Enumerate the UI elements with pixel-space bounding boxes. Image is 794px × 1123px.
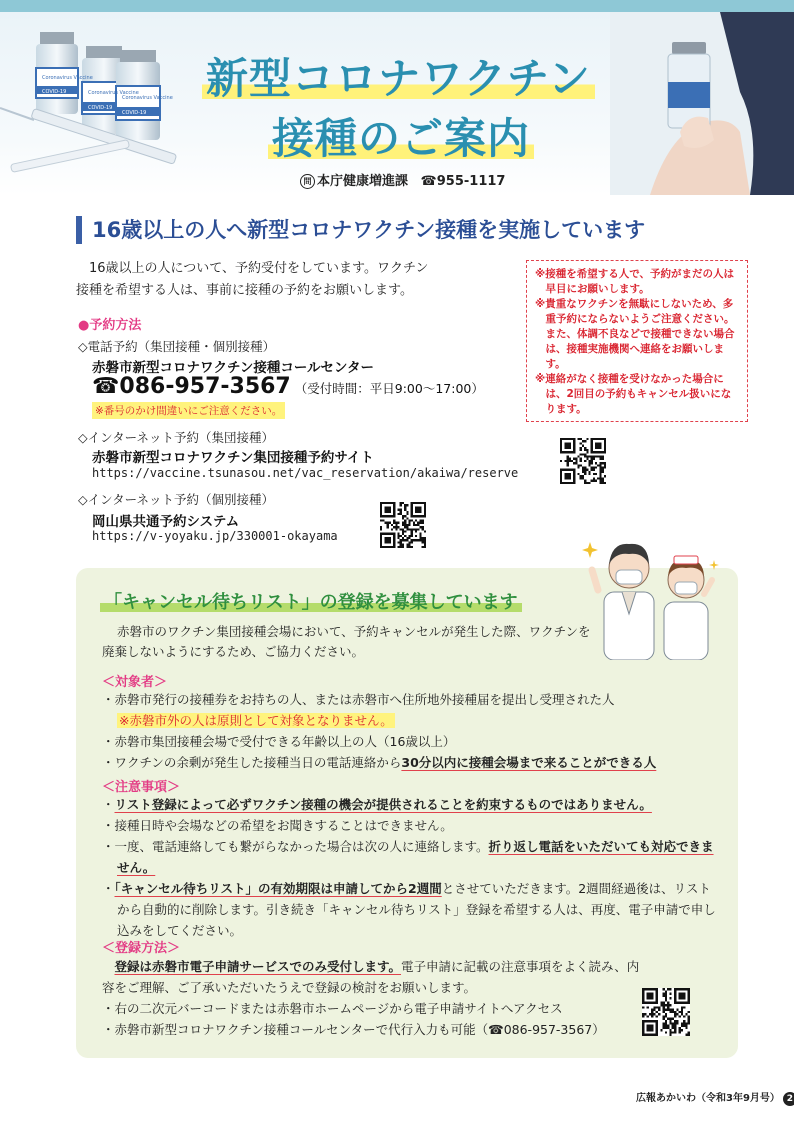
list-item-note: ※赤磐市外の人は原則として対象となりません。 bbox=[119, 713, 393, 728]
registration-text: 登録は赤磐市電子申請サービスでのみ受付します。電子申請に記載の注意事項をよく読み、内容をご理解、ご了承いただいたうえで登録の検討をお願いします。 ・右の二次元バーコードまたは赤磐市ホームページから電子申請サイトへアクセス ・赤磐市新型コロナワクチン接種コールセンターで代行入力も可能（☎086-957-3567） bbox=[102, 956, 642, 1040]
department-name: 本庁健康増進課 bbox=[317, 174, 409, 189]
contact-line bbox=[300, 170, 505, 189]
page-number: 2 bbox=[783, 1092, 794, 1106]
vaccine-vials-illustration bbox=[0, 12, 200, 195]
page-title-line-1: 新型コロナワクチン bbox=[202, 46, 595, 106]
call-center-name: 赤磐市新型コロナワクチン接種コールセンター bbox=[92, 360, 375, 376]
caution-heading: ＜注意事項＞ bbox=[102, 780, 181, 795]
section-heading: 16歳以上の人へ新型コロナワクチン接種を実施しています bbox=[76, 216, 645, 244]
svg-text:COVID-19: COVID-19 bbox=[88, 105, 113, 111]
cancel-list-heading: 「キャンセル待ちリスト」の登録を募集しています bbox=[100, 588, 522, 614]
web-group-reservation-label: ◇インターネット予約（集団接種） bbox=[78, 430, 274, 445]
hero-banner bbox=[0, 12, 794, 195]
publication-name: 広報あかいわ（令和3年9月号） bbox=[636, 1093, 780, 1104]
svg-text:COVID-19: COVID-19 bbox=[42, 89, 67, 95]
group-reservation-url[interactable]: https://vaccine.tsunasou.net/vac_reservation/akaiwa/reserve bbox=[92, 466, 519, 480]
phone-caution-note: ※番号のかけ間違いにご注意ください。 bbox=[92, 402, 285, 419]
caution-list bbox=[102, 794, 722, 941]
notice-item: ※連絡がなく接種を受けなかった場合には、2回目の予約もキャンセル扱いになります。 bbox=[535, 373, 732, 415]
section-intro: 16歳以上の人について、予約受付をしています。ワクチン 接種を希望する人は、事前に接種の予約をお願いします。 bbox=[76, 261, 429, 298]
list-item: ・赤磐市新型コロナワクチン接種コールセンターで代行入力も可能（☎086-957-3567） bbox=[102, 1022, 605, 1037]
list-item: ・リスト登録によって必ずワクチン接種の機会が提供されることを約束するものではありません。 bbox=[102, 797, 652, 812]
svg-text:Coronavirus Vaccine: Coronavirus Vaccine bbox=[42, 75, 93, 81]
okayama-reservation-system-name: 岡山県共通予約システム bbox=[92, 514, 240, 530]
target-list bbox=[102, 689, 722, 773]
web-individual-reservation-label: ◇インターネット予約（個別接種） bbox=[78, 492, 274, 507]
svg-text:Coronavirus Vaccine: Coronavirus Vaccine bbox=[122, 95, 173, 101]
vial-1-icon bbox=[36, 32, 78, 114]
notice-item: ※接種を希望する人で、予約がまだの人は早目にお願いします。 bbox=[535, 268, 734, 295]
page-title-line-2: 接種のご案内 bbox=[268, 106, 534, 166]
reservation-method-heading: ●予約方法 bbox=[78, 318, 142, 333]
group-reservation-site-name: 赤磐市新型コロナワクチン集団接種予約サイト bbox=[92, 450, 374, 466]
hand-holding-vial-illustration bbox=[610, 12, 794, 195]
list-item: ・接種日時や会場などの希望をお聞きすることはできません。 bbox=[102, 818, 453, 833]
okayama-reservation-url[interactable]: https://v-yoyaku.jp/330001-okayama bbox=[92, 529, 338, 543]
svg-text:Coronavirus Vaccine: Coronavirus Vaccine bbox=[88, 90, 139, 96]
inquiry-badge: 問 bbox=[300, 174, 315, 189]
list-item: ・赤磐市発行の接種券をお持ちの人、または赤磐市へ住所地外接種届を提出し受理された人 bbox=[102, 692, 615, 707]
list-item: ・ワクチンの余剰が発生した接種当日の電話連絡から30分以内に接種会場まで来ることができる人 bbox=[102, 755, 657, 770]
vial-cap-icon bbox=[672, 42, 706, 54]
call-center-phone[interactable]: ☎086-957-3567 （受付時間：平日9:00～17:00） bbox=[92, 374, 484, 399]
cancel-list-intro: 赤磐市のワクチン集団接種会場において、予約キャンセルが発生した際、ワクチンを廃棄しないようにするため、ご協力ください。 bbox=[102, 624, 591, 659]
department-phone: 955-1117 bbox=[436, 174, 506, 189]
qr-code-icon[interactable] bbox=[560, 438, 606, 484]
list-item: ・一度、電話連絡しても繋がらなかった場合は次の人に連絡します。折り返し電話をいただいても対応できません。 bbox=[102, 839, 714, 875]
registration-heading: ＜登録方法＞ bbox=[102, 941, 181, 956]
phone-reservation-label: ◇電話予約（集団接種・個別接種） bbox=[78, 339, 276, 354]
svg-text:COVID-19: COVID-19 bbox=[122, 110, 147, 116]
page-footer bbox=[636, 1089, 794, 1106]
nurse-icon bbox=[664, 556, 712, 660]
notice-item: ※貴重なワクチンを無駄にしないため、多重予約にならないようご注意ください。また、体調不良などで接種できない場合は、接種実施機関へ連絡をお願いします。 bbox=[535, 298, 735, 370]
top-color-bar bbox=[0, 0, 794, 12]
list-item: ・赤磐市集団接種会場で受付できる年齢以上の人（16歳以上） bbox=[102, 734, 456, 749]
doctor-and-nurse-illustration bbox=[582, 530, 722, 660]
target-heading: ＜対象者＞ bbox=[102, 675, 168, 690]
notice-box bbox=[526, 260, 748, 422]
list-item: ・右の二次元バーコードまたは赤磐市ホームページから電子申請サイトへアクセス bbox=[102, 1001, 563, 1016]
qr-code-icon[interactable] bbox=[642, 988, 690, 1036]
list-item: ・「キャンセル待ちリスト」の有効期限は申請してから2週間とさせていただきます。2週間経過後は、リストから自動的に削除します。引き続き「キャンセル待ちリスト」登録を希望する人は、再度、電子申請で申し込みをしてください。 bbox=[102, 881, 716, 938]
doctor-icon bbox=[592, 544, 654, 660]
qr-code-icon[interactable] bbox=[380, 502, 426, 548]
phone-icon: ☎ bbox=[420, 174, 437, 189]
